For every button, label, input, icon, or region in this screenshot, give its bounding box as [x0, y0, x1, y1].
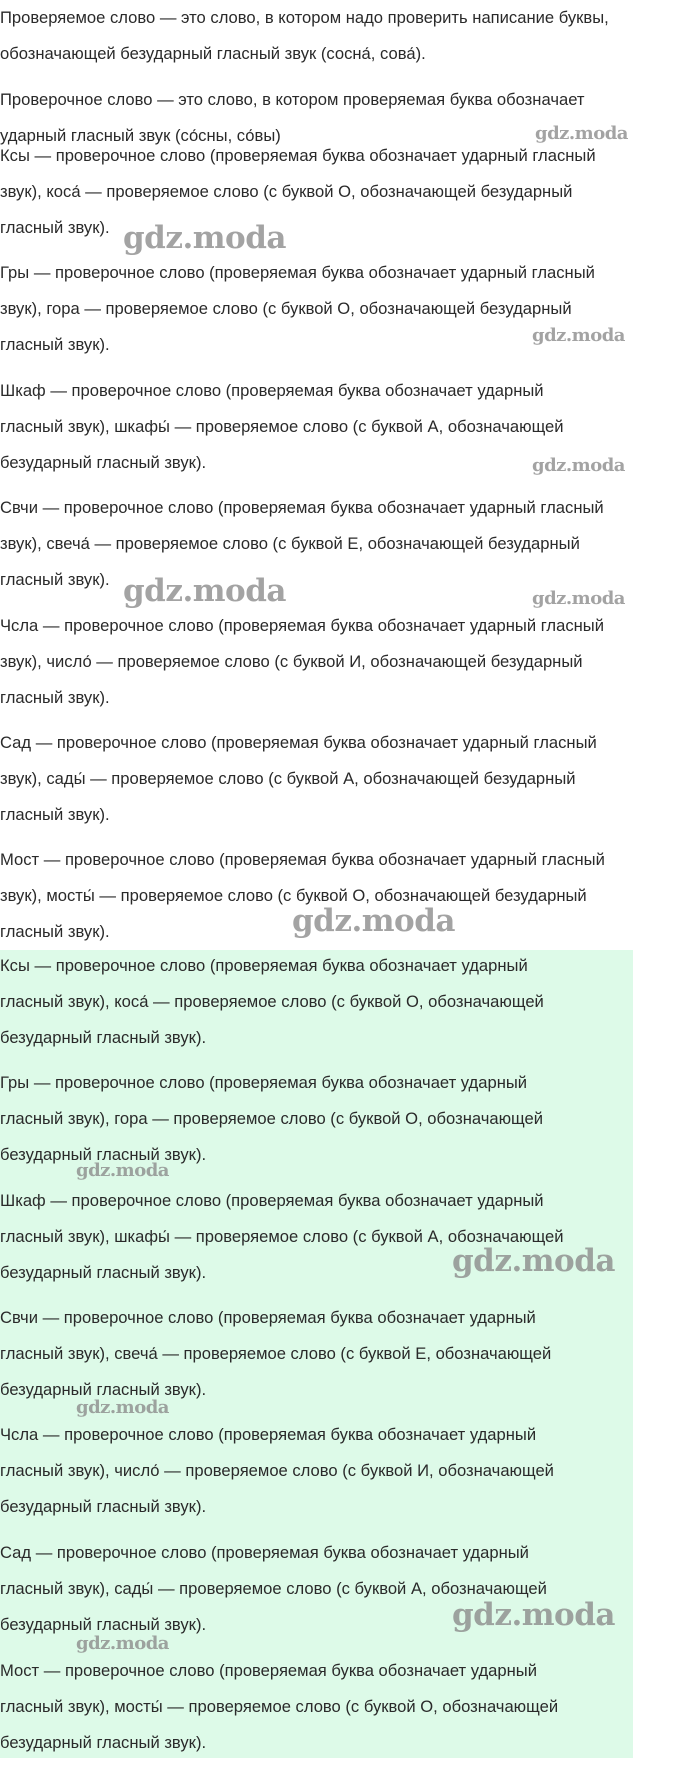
list-item: Свчи — проверочное слово (проверяемая буква обозначает ударный гласный звук), свеча́ — проверяемое слово (с буквой Е, обозначающей безударный гласный звук).	[0, 498, 604, 589]
list-item: Шкаф — проверочное слово (проверяемая буква обозначает ударный гласный звук), шкафы́ — проверяемое слово (с буквой А, обозначающей безударный гласный звук).	[0, 381, 564, 472]
definition-checking-word: Проверочное слово — это слово, в котором проверяемая буква обозначает ударный гласный звук (со́сны, со́вы)	[0, 90, 585, 145]
watermark: gdz.moda	[292, 903, 455, 939]
watermark: gdz.moda	[535, 123, 628, 144]
watermark: gdz.moda	[76, 1397, 169, 1418]
watermark: gdz.moda	[76, 1633, 169, 1654]
list-item: Свчи — проверочное слово (проверяемая буква обозначает ударный гласный звук), свеча́ — проверяемое слово (с буквой Е, обозначающей безударный гласный звук).	[0, 1308, 552, 1399]
list-item: Ксы — проверочное слово (проверяемая буква обозначает ударный гласный звук), коса́ — проверяемое слово (с буквой О, обозначающей безударный гласный звук).	[0, 956, 544, 1047]
list-item: Шкаф — проверочное слово (проверяемая буква обозначает ударный гласный звук), шкафы́ — проверяемое слово (с буквой А, обозначающей безударный гласный звук).	[0, 1191, 564, 1282]
list-item: Гры — проверочное слово (проверяемая буква обозначает ударный гласный звук), гора — проверяемое слово (с буквой О, обозначающей безударный гласный звук).	[0, 263, 595, 354]
list-item: Сад — проверочное слово (проверяемая буква обозначает ударный гласный звук), сады́ — проверяемое слово (с буквой А, обозначающей безударный гласный звук).	[0, 1543, 547, 1634]
list-item: Сад — проверочное слово (проверяемая буква обозначает ударный гласный звук), сады́ — проверяемое слово (с буквой А, обозначающей безударный гласный звук).	[0, 733, 597, 824]
watermark: gdz.moda	[532, 325, 625, 346]
watermark: gdz.moda	[452, 1597, 615, 1633]
list-item: Гры — проверочное слово (проверяемая буква обозначает ударный гласный звук), гора — проверяемое слово (с буквой О, обозначающей безударный гласный звук).	[0, 1073, 543, 1164]
watermark: gdz.moda	[452, 1243, 615, 1279]
watermark: gdz.moda	[532, 455, 625, 476]
watermark: gdz.moda	[123, 220, 286, 256]
watermark: gdz.moda	[532, 588, 625, 609]
definition-checked-word: Проверяемое слово — это слово, в котором надо проверить написание буквы, обозначающей безударный гласный звук (сосна́, сова́).	[0, 8, 609, 63]
list-item: Ксы — проверочное слово (проверяемая буква обозначает ударный гласный звук), коса́ — проверяемое слово (с буквой О, обозначающей безударный гласный звук).	[0, 146, 596, 237]
list-item: Чсла — проверочное слово (проверяемая буква обозначает ударный гласный звук), число́ — проверяемое слово (с буквой И, обозначающей безударный гласный звук).	[0, 1425, 554, 1516]
list-item: Мост — проверочное слово (проверяемая буква обозначает ударный гласный звук), мосты́ — проверяемое слово (с буквой О, обозначающей безударный гласный звук).	[0, 1661, 559, 1752]
list-item: Мост — проверочное слово (проверяемая буква обозначает ударный гласный звук), мосты́ — проверяемое слово (с буквой О, обозначающей безударный гласный звук).	[0, 850, 605, 941]
watermark: gdz.moda	[123, 573, 286, 609]
list-item: Чсла — проверочное слово (проверяемая буква обозначает ударный гласный звук), число́ — проверяемое слово (с буквой И, обозначающей безударный гласный звук).	[0, 616, 604, 707]
watermark: gdz.moda	[76, 1160, 169, 1181]
